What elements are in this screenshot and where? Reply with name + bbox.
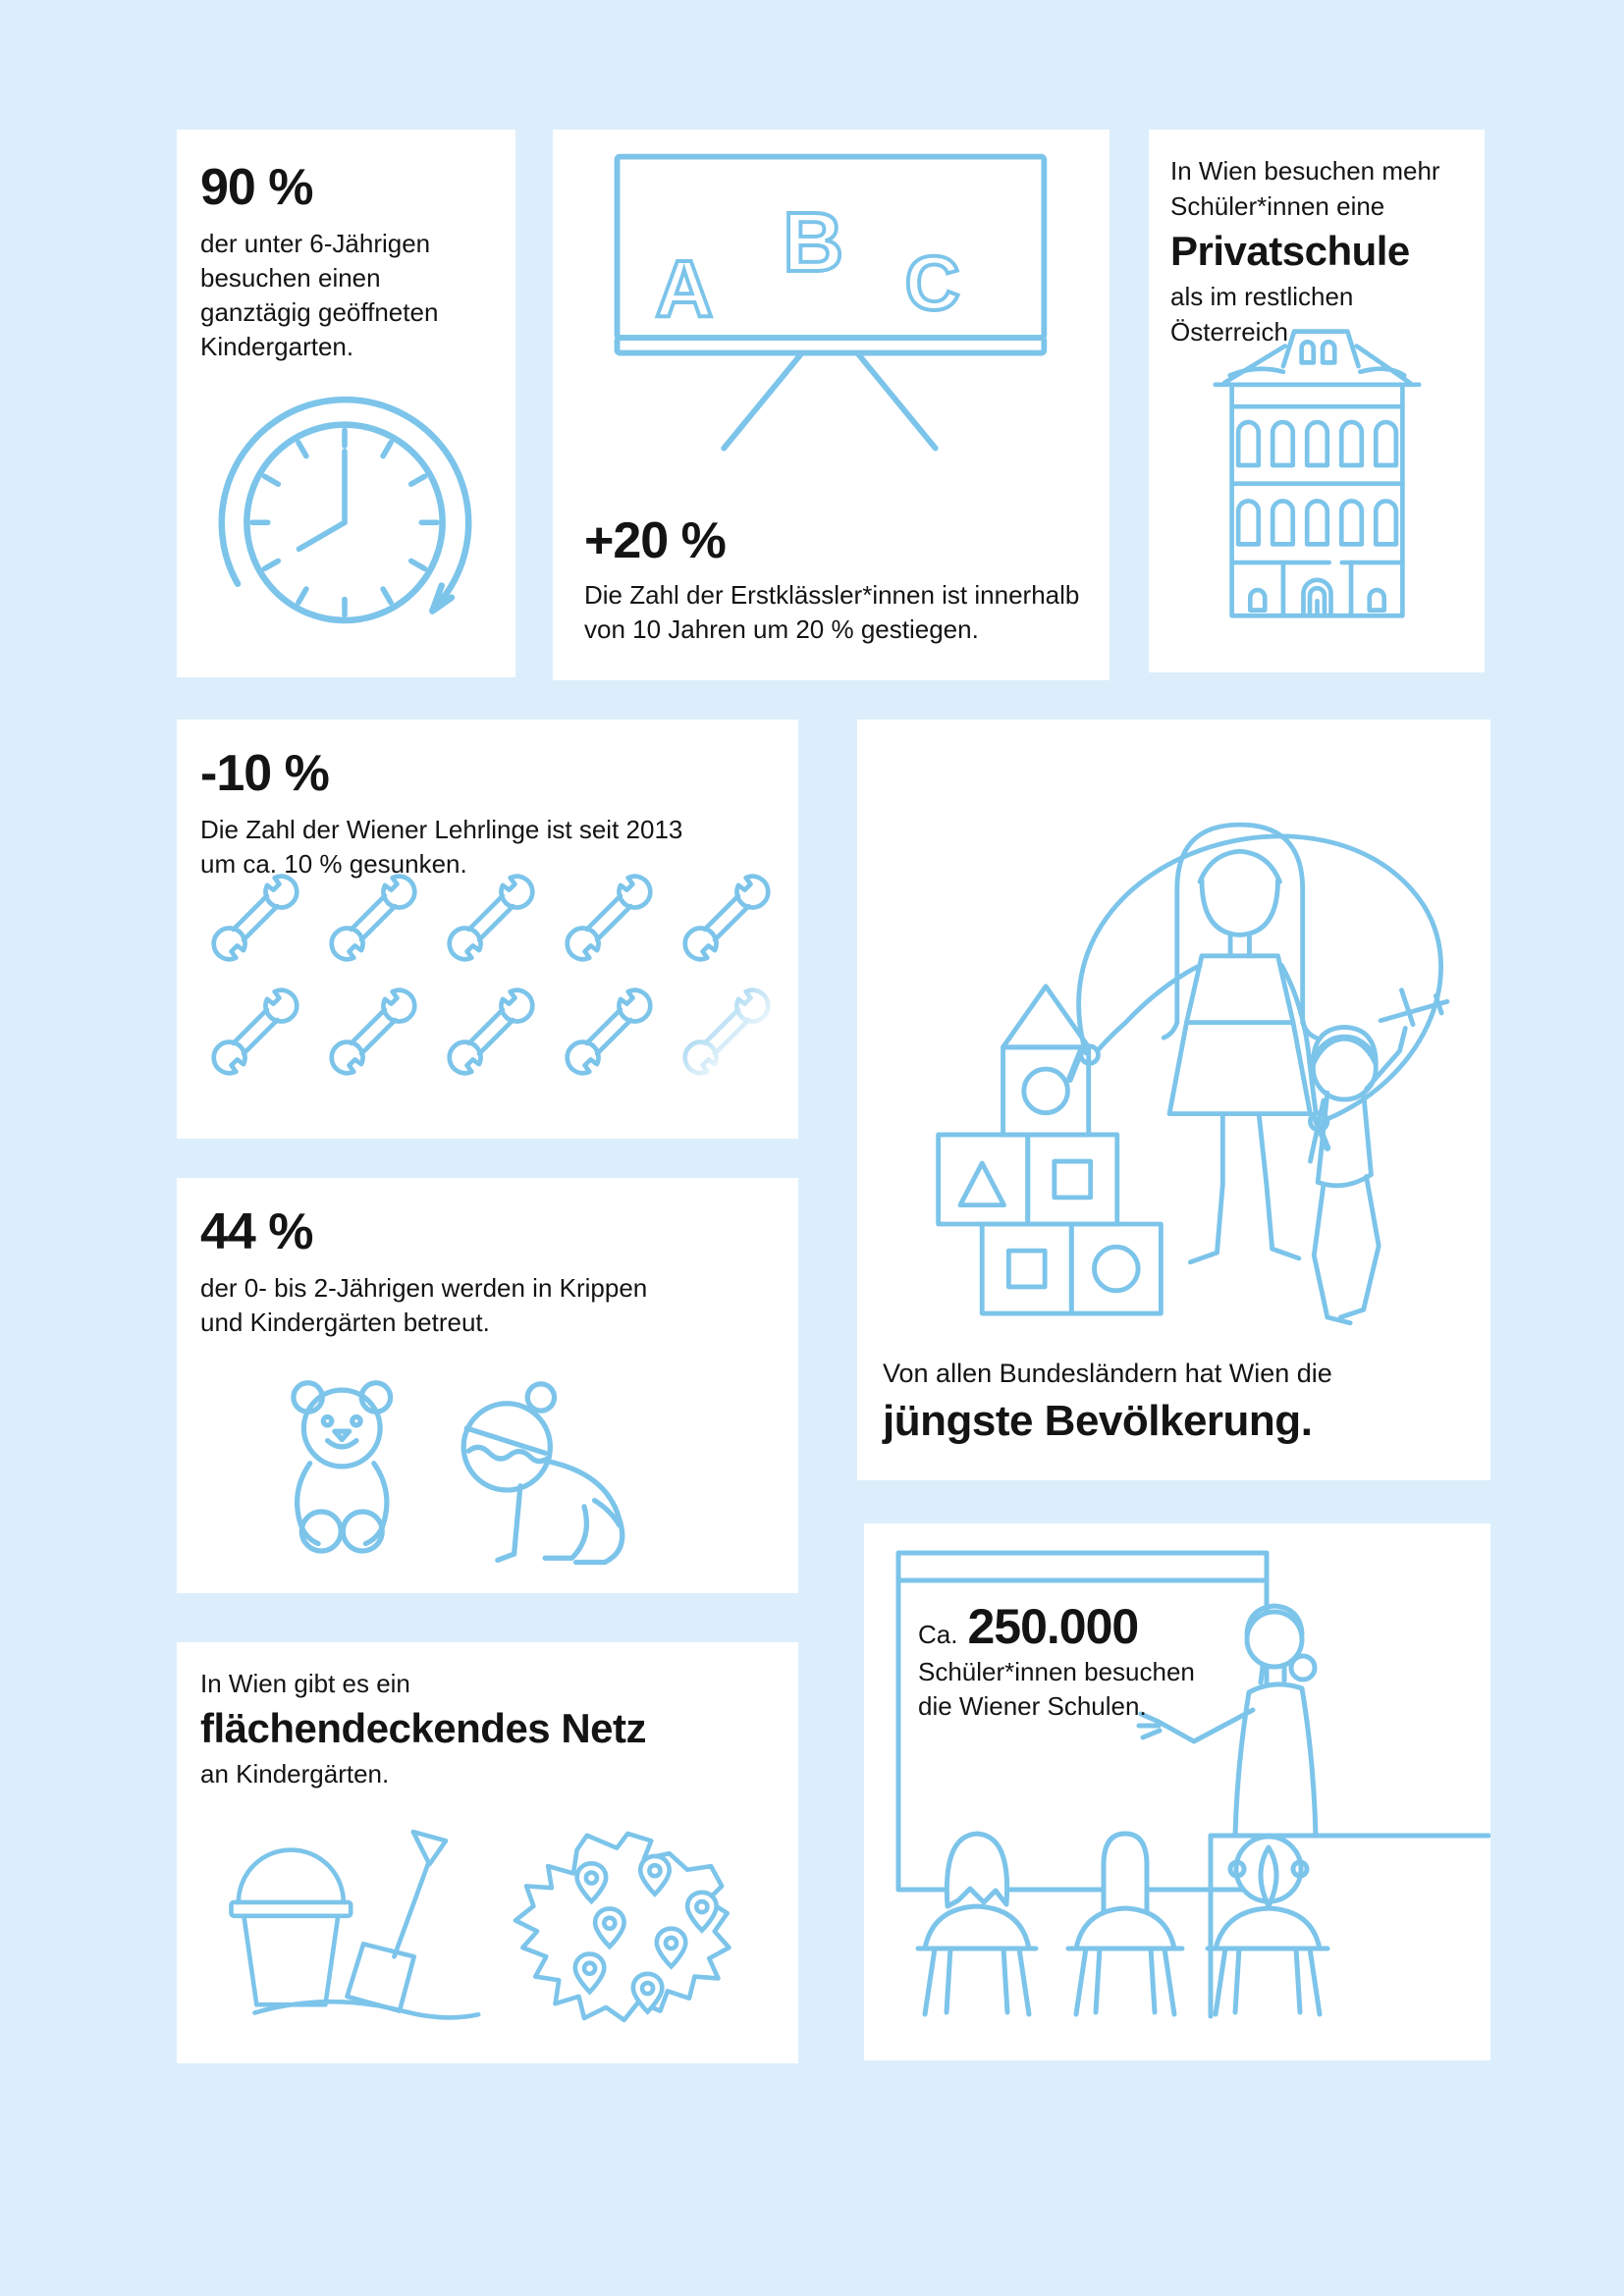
stat-body: Die Zahl der Wiener Lehrlinge ist seit 2013 um ca. 10 % gesunken.	[200, 814, 683, 879]
stat-block	[918, 1598, 1195, 1724]
chalk-letter-b: B	[783, 196, 844, 291]
wrench-icon	[318, 863, 428, 973]
children-playing-icon	[877, 737, 1466, 1346]
wrench-icon	[200, 863, 310, 973]
wrench-icon	[554, 863, 664, 973]
location-pin-icon	[657, 1929, 686, 1967]
stat-block	[584, 514, 1079, 647]
chalk-letter-a: A	[655, 244, 714, 335]
card-apprentices	[177, 720, 798, 1139]
wrench-icon	[554, 977, 664, 1087]
clock-rotation-icon	[198, 367, 491, 660]
chalk-letter-c: C	[904, 240, 960, 326]
card-kindergarten-network	[177, 1642, 798, 2063]
stat-body: der 0- bis 2-Jährigen werden in Krippen und Kindergärten betreut.	[200, 1272, 648, 1337]
stat-intro: In Wien besuchen mehr Schüler*innen eine	[1170, 156, 1440, 221]
stat-headline: 90 %	[200, 159, 313, 216]
wrench-icon	[200, 977, 310, 1087]
stat-headline: -10 %	[200, 745, 329, 802]
stat-headline: jüngste Bevölkerung.	[883, 1397, 1313, 1445]
location-pin-icon	[687, 1893, 717, 1931]
location-pin-icon	[575, 1954, 605, 1993]
wrench-icon	[436, 977, 546, 1087]
wrench-icon	[672, 977, 782, 1087]
card-youngest-population	[857, 720, 1490, 1480]
location-pin-icon	[577, 1863, 607, 1901]
location-pin-icon	[595, 1908, 624, 1947]
vienna-map-outline	[515, 1834, 730, 2020]
stat-body: Die Zahl der Erstklässler*innen ist innerhalb von 10 Jahren um 20 % gestiegen.	[584, 579, 1080, 644]
stat-headline: 250.000	[967, 1599, 1139, 1654]
stat-intro: Von allen Bundesländern hat Wien die	[883, 1359, 1332, 1388]
school-building-icon	[1212, 326, 1423, 647]
card-pupils-total	[864, 1523, 1490, 2060]
wrench-icon	[672, 863, 782, 973]
card-private-school	[1149, 130, 1485, 672]
card-nursery-care	[177, 1178, 798, 1593]
location-pin-icon	[640, 1856, 670, 1895]
stat-headline: Privatschule	[1170, 228, 1410, 274]
stat-prefix: Ca.	[918, 1620, 958, 1649]
stat-headline: +20 %	[584, 512, 726, 569]
stat-intro: In Wien gibt es ein	[200, 1669, 410, 1698]
stat-block	[883, 1356, 1332, 1446]
stat-headline: flächendeckendes Netz	[200, 1705, 647, 1751]
sand-bucket-vienna-map-icon	[202, 1819, 782, 2055]
stat-outro: an Kindergärten.	[200, 1759, 390, 1789]
wrench-grid	[200, 863, 782, 1087]
teddy-bear-baby-icon	[275, 1366, 687, 1573]
stat-outro: als im restlichen Österreich.	[1170, 282, 1354, 347]
stat-body: Schüler*innen besuchen die Wiener Schulen.	[918, 1657, 1195, 1721]
blackboard-abc-icon	[580, 145, 1077, 469]
card-kindergarten-fulltime	[177, 130, 515, 677]
wrench-icon	[318, 977, 428, 1087]
wrench-icon	[436, 863, 546, 973]
stat-body: der unter 6-Jährigen besuchen einen ganztägig geöffneten Kindergarten.	[200, 228, 439, 361]
card-first-graders	[553, 130, 1110, 680]
stat-headline: 44 %	[200, 1203, 313, 1260]
